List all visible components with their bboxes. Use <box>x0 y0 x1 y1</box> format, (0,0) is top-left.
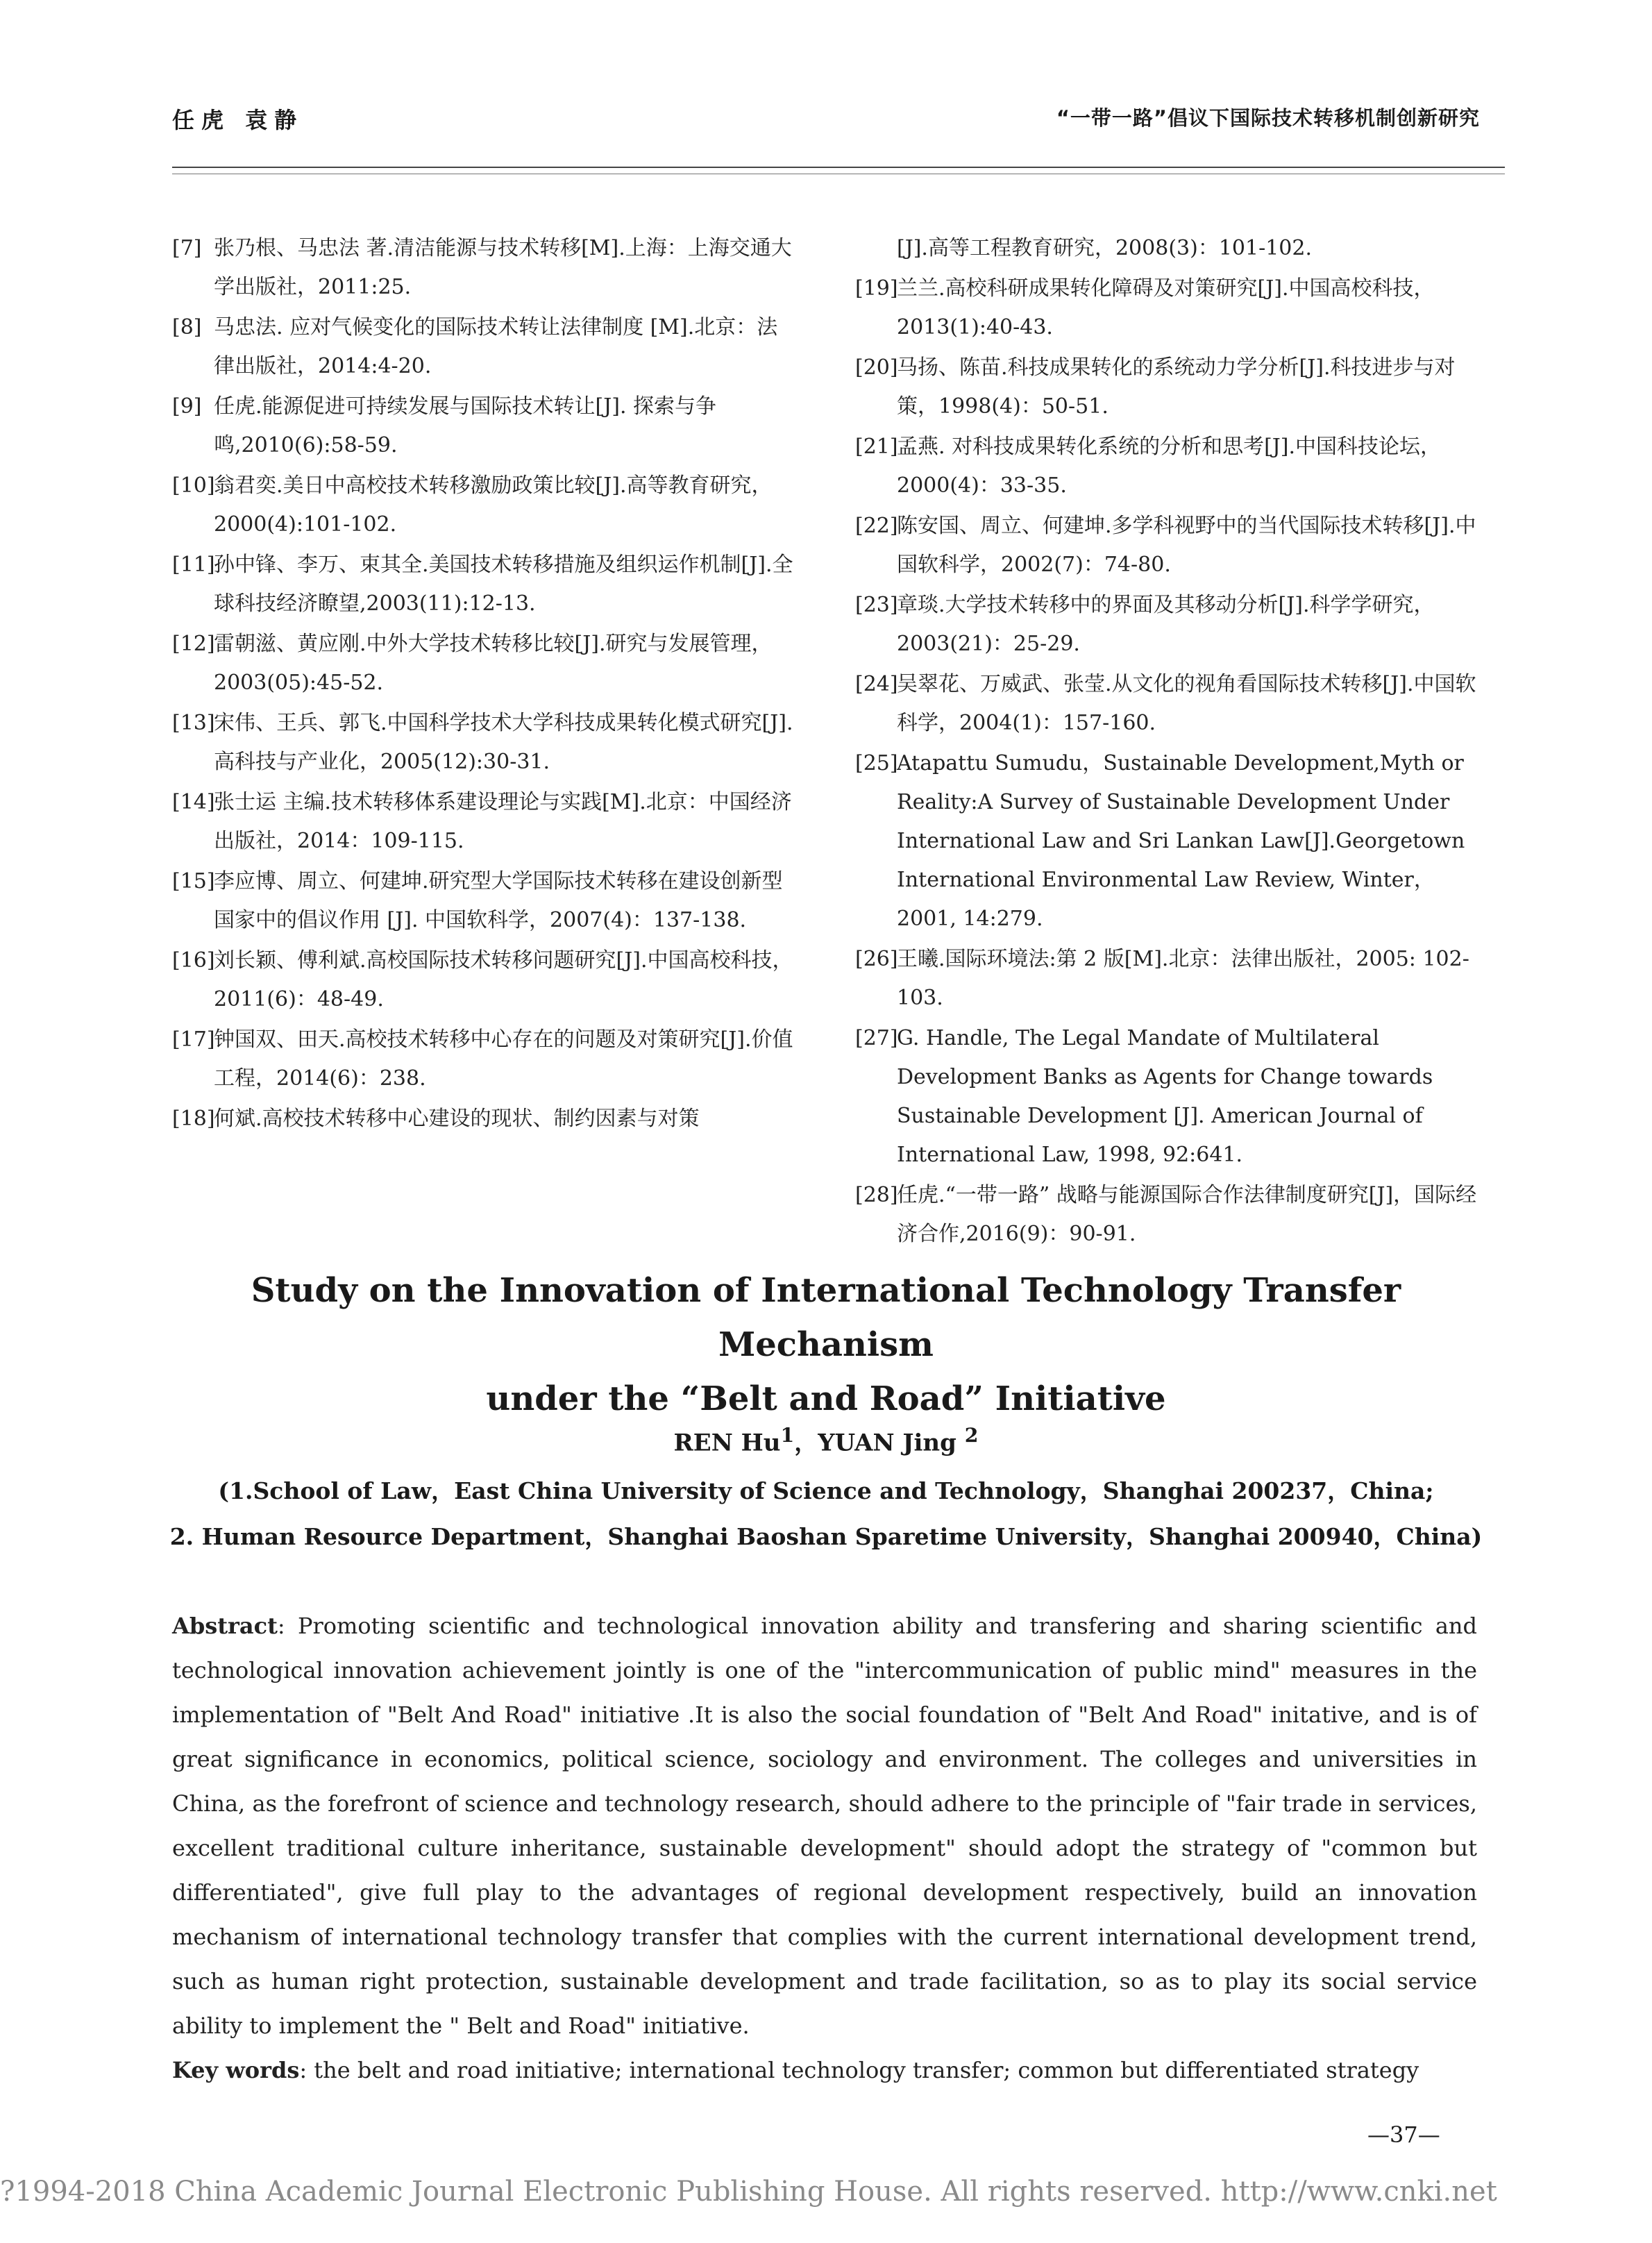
page-number: —37— <box>1367 2122 1440 2148</box>
reference-item <box>855 940 1480 1018</box>
reference-number: [28] <box>855 1183 898 1207</box>
reference-text: 兰兰.高校科研成果转化障碍及对策研究[J].中国高校科技，2013(1):40-43. <box>897 276 1435 339</box>
references-right-column <box>855 229 1480 1255</box>
abstract <box>172 1604 1477 2048</box>
reference-item <box>172 467 797 544</box>
reference-item <box>172 941 797 1019</box>
reference-number: [21] <box>855 435 898 459</box>
title-line-1: Study on the Innovation of International Technology Transfer Mechanism <box>251 1271 1401 1364</box>
reference-item <box>172 783 797 861</box>
reference-number: [12] <box>172 632 215 656</box>
reference-text: [J].高等工程教育研究，2008(3)：101-102. <box>897 236 1313 260</box>
reference-text: 孙中锋、李万、束其全.美国技术转移措施及组织运作机制[J].全球科技经济瞭望,2003(11):12-13. <box>214 553 793 616</box>
reference-text: 宋伟、王兵、郭飞.中国科学技术大学科技成果转化模式研究[J].高科技与产业化，2005(12):30-31. <box>214 711 793 774</box>
abstract-label: Abstract <box>172 1613 278 1639</box>
reference-item <box>855 348 1480 426</box>
reference-number: [24] <box>855 672 898 696</box>
reference-number: [25] <box>855 751 898 775</box>
reference-number: [9] <box>172 394 202 419</box>
reference-item <box>172 862 797 940</box>
reference-item <box>855 744 1480 939</box>
author-affiliation-mark: 1 <box>780 1423 795 1447</box>
references-left-column <box>172 229 797 1140</box>
copyright-footer: ?1994-2018 China Academic Journal Electronic Publishing House. All rights reserved. http://www.cnki.net <box>0 2176 1497 2208</box>
title-line-2: under the “Belt and Road” Initiative <box>486 1379 1166 1418</box>
reference-item <box>855 507 1480 585</box>
keywords-label: Key words <box>172 2057 300 2083</box>
reference-item <box>855 1176 1480 1254</box>
author-name: YUAN Jing <box>818 1429 956 1457</box>
reference-number: [7] <box>172 236 202 260</box>
reference-number: [16] <box>172 948 215 973</box>
reference-number: [27] <box>855 1026 898 1050</box>
reference-number: [23] <box>855 593 898 617</box>
reference-number: [22] <box>855 514 898 538</box>
reference-item <box>855 1019 1480 1175</box>
reference-item <box>855 665 1480 743</box>
paper-title-english <box>139 1263 1513 1426</box>
reference-item <box>855 269 1480 347</box>
reference-number: [13] <box>172 711 215 735</box>
reference-item <box>172 308 797 386</box>
keywords <box>172 2048 1477 2092</box>
reference-item <box>172 625 797 703</box>
reference-text: 任虎.“一带一路” 战略与能源国际合作法律制度研究[J]，国际经济合作,2016(9)：90-91. <box>897 1183 1477 1246</box>
keywords-text: : the belt and road initiative; international technology transfer; common but differentiated strategy <box>299 2057 1419 2083</box>
author-line <box>139 1423 1513 1457</box>
reference-text: 张士运 主编.技术转移体系建设理论与实践[M].北京：中国经济出版社，2014：109-115. <box>214 790 792 853</box>
reference-item <box>172 546 797 623</box>
affiliations <box>139 1468 1513 1560</box>
reference-item <box>172 704 797 782</box>
reference-continuation <box>855 229 1480 268</box>
reference-number: [11] <box>172 553 215 577</box>
affiliation-line: (1.School of Law，East China University of Science and Technology，Shanghai 200237，China; <box>218 1477 1434 1504</box>
reference-text: 李应博、周立、何建坤.研究型大学国际技术转移在建设创新型国家中的倡议作用 [J]. 中国软科学，2007(4)：137-138. <box>214 869 783 932</box>
reference-text: G. Handle, The Legal Mandate of Multilateral Development Banks as Agents for Change towards Sustainable Development [J]. American Journal of International Law, 1998, 92:641. <box>897 1026 1433 1167</box>
reference-number: [8] <box>172 315 202 339</box>
reference-number: [15] <box>172 869 215 893</box>
reference-text: 雷朝滋、黄应刚.中外大学技术转移比较[J].研究与发展管理，2003(05):45-52. <box>214 632 773 695</box>
reference-text: 吴翠花、万威武、张莹.从文化的视角看国际技术转移[J].中国软科学，2004(1)：157-160. <box>897 672 1476 735</box>
reference-text: 张乃根、马忠法 著.清洁能源与技术转移[M].上海：上海交通大学出版社，2011:25. <box>214 236 792 299</box>
reference-item <box>172 387 797 465</box>
reference-text: 马扬、陈苗.科技成果转化的系统动力学分析[J].科技进步与对策，1998(4)：50-51. <box>897 355 1456 419</box>
author-name: REN Hu <box>673 1429 781 1457</box>
reference-number: [20] <box>855 355 898 380</box>
author-separator: ， <box>794 1429 818 1457</box>
reference-number: [19] <box>855 276 898 301</box>
reference-text: 陈安国、周立、何建坤.多学科视野中的当代国际技术转移[J].中国软科学，2002(7)：74-80. <box>897 514 1476 577</box>
running-header <box>172 103 1480 144</box>
affiliation-line: 2. Human Resource Department，Shanghai Baoshan Sparetime University，Shanghai 200940，China) <box>169 1523 1483 1550</box>
abstract-text: : Promoting scientific and technological innovation ability and transfering and sharing scientific and technological innovation achievement jointly is one of the "intercommunication of public mind" measures in the implementation of "Belt And Road" initiative .It is also the social foundation of "Belt And Road" initative, and is of great significance in economics, political science, sociology and environment. The colleges and universities in China, as the forefront of science and technology research, should adhere to the principle of "fair trade in services, excellent traditional culture inheritance, sustainable development" should adopt the strategy of "common but differentiated", give full play to the advantages of regional development respectively, build an innovation mechanism of international technology transfer that complies with the current international development trend, such as human right protection, sustainable development and trade facilitation, so as to play its social service ability to implement the " Belt and Road" initiative. <box>172 1613 1477 2039</box>
reference-text: 任虎.能源促进可持续发展与国际技术转让[J]. 探索与争鸣,2010(6):58-59. <box>214 394 717 457</box>
reference-number: [26] <box>855 947 898 971</box>
reference-text: 刘长颖、傅利斌.高校国际技术转移问题研究[J].中国高校科技，2011(6)：48-49. <box>214 948 793 1011</box>
author-affiliation-mark: 2 <box>964 1423 979 1447</box>
reference-text: Atapattu Sumudu，Sustainable Development,Myth or Reality:A Survey of Sustainable Development Under International Law and Sri Lankan Law[J].Georgetown International Environmental Law Review, Winter，2001, 14:279. <box>897 751 1465 931</box>
reference-text: 马忠法. 应对气候变化的国际技术转让法律制度 [M].北京：法律出版社，2014:4-20. <box>214 315 778 378</box>
reference-item <box>172 229 797 307</box>
reference-text: 王曦.国际环境法:第 2 版[M].北京：法律出版社，2005: 102-103. <box>897 947 1469 1010</box>
reference-number: [18] <box>172 1107 215 1131</box>
reference-item <box>855 428 1480 505</box>
reference-text: 翁君奕.美日中高校技术转移激励政策比较[J].高等教育研究，2000(4):101-102. <box>214 473 773 537</box>
reference-number: [17] <box>172 1027 215 1052</box>
reference-item <box>172 1020 797 1098</box>
reference-text: 钟国双、田天.高校技术转移中心存在的问题及对策研究[J].价值工程，2014(6)：238. <box>214 1027 793 1091</box>
header-rule <box>172 167 1505 168</box>
header-authors: 任虎 袁静 <box>172 107 304 133</box>
header-title: “一带一路”倡议下国际技术转移机制创新研究 <box>1056 106 1480 130</box>
reference-text: 何斌.高校技术转移中心建设的现状、制约因素与对策 <box>214 1107 700 1131</box>
reference-text: 孟燕. 对科技成果转化系统的分析和思考[J].中国科技论坛，2000(4)：33-35. <box>897 435 1442 498</box>
reference-item <box>855 586 1480 664</box>
reference-item <box>172 1100 797 1139</box>
reference-text: 章琰.大学技术转移中的界面及其移动分析[J].科学学研究，2003(21)：25-29. <box>897 593 1435 656</box>
reference-number: [10] <box>172 473 215 498</box>
reference-number: [14] <box>172 790 215 814</box>
